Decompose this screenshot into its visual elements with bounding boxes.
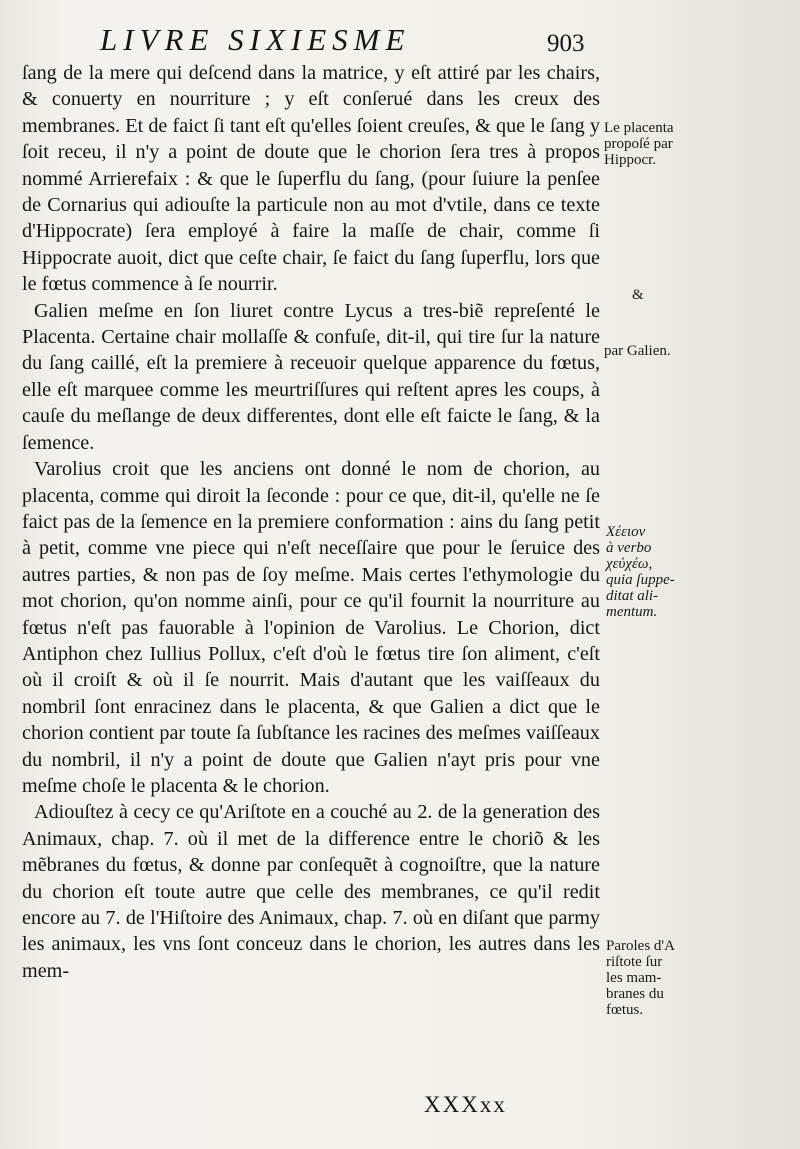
paragraph: ſang de la mere qui deſcend dans la matrice, y eſt attiré par les chairs, & conuerty en nourriture ; y eſt conſerué dans les creux des membranes. Et de faict ſi tant eſt qu'elles ſoient creuſes, & que le ſang y ſoit receu, il n'y a point de doute que le chorion ſera tres à propos nommé Arrierefaix : & que le ſuperflu du ſang, (pour ſuiure la penſee de Cornarius qui adiouſte la particule non au mot d'vtile, dans ce texte d'Hippocrate) ſera employé à faire la maſſe de chair, comme ſi Hippocrate auoit, dict que ceſte chair, ſe faict du ſang ſuperflu, lors que le fœtus commence à ſe nourrir. [22, 62, 600, 296]
page-number: 903 [547, 30, 585, 57]
page-header [0, 22, 800, 62]
margin-note: par Galien. [604, 343, 671, 359]
catchword: XXXxx [424, 1092, 507, 1117]
margin-note: Paroles d'A riſtote ſur les mam- branes du fœtus. [606, 938, 675, 1018]
main-text-block [22, 60, 600, 984]
paragraph: Varolius croit que les anciens ont donné le nom de chorion, au placenta, comme qui diroit la ſeconde : pour ce que, dit-il, qu'elle ne ſe faict pas de la ſemence en la premiere conformation : ains du ſang petit à petit, comme vne piece qui n'eſt neceſſaire que pour le ſeruice des autres parties, & non pas de ſoy meſme. Mais certes l'ethymologie du mot chorion, qu'on nomme ainſi, pour ce qu'il fournit la nourriture au fœtus n'eſt pas fauorable à l'opinion de Varolius. Le Chorion, dict Antiphon chez Iullius Pollux, c'eſt d'où le fœtus tire ſon aliment, c'eſt où il croiſt & où il ſe nourrit. Mais d'autant que les vaiſſeaux du nombril ſont enracinez dans le placenta, & que Galien a dict que le chorion contient par toute ſa ſubſtance les racines des meſmes vaiſſeaux du nombril, il n'y a point de doute que Galien n'ayt pris pour vne meſme choſe le placenta & le chorion. [22, 458, 600, 797]
paragraph: Galien meſme en ſon liuret contre Lycus a tres-biẽ repreſenté le Placenta. Certaine chair mollaſſe & confuſe, dit-il, qui tire ſur la nature du ſang caillé, eſt la premiere à receuoir quelque apparence du fœtus, elle eſt marquee comme les meurtriſſures qui reſtent apres les coups, à cauſe du meſlange de deux differentes, dont elle eſt faicte le ſang, & la ſemence. [22, 299, 600, 454]
margin-note: Χέειον à verbo χεὐχέω, quia ſuppe- ditat ali- mentum. [606, 524, 675, 620]
margin-note: & [632, 287, 644, 303]
running-title: LIVRE SIXIESME [100, 22, 411, 57]
margin-note: Le placenta propoſé par Hippocr. [604, 120, 674, 168]
paragraph: Adiouſtez à cecy ce qu'Ariſtote en a couché au 2. de la generation des Animaux, chap. 7. où il met de la difference entre le choriõ & les mẽbranes du fœtus, & donne par conſequẽt à cognoiſtre, que la nature du chorion eſt toute autre que celle des membranes, ce qu'il redit encore au 7. de l'Hiſtoire des Animaux, chap. 7. où en diſant que parmy les animaux, les vns ſont conceuz dans le chorion, les autres dans les mem- [22, 801, 600, 982]
